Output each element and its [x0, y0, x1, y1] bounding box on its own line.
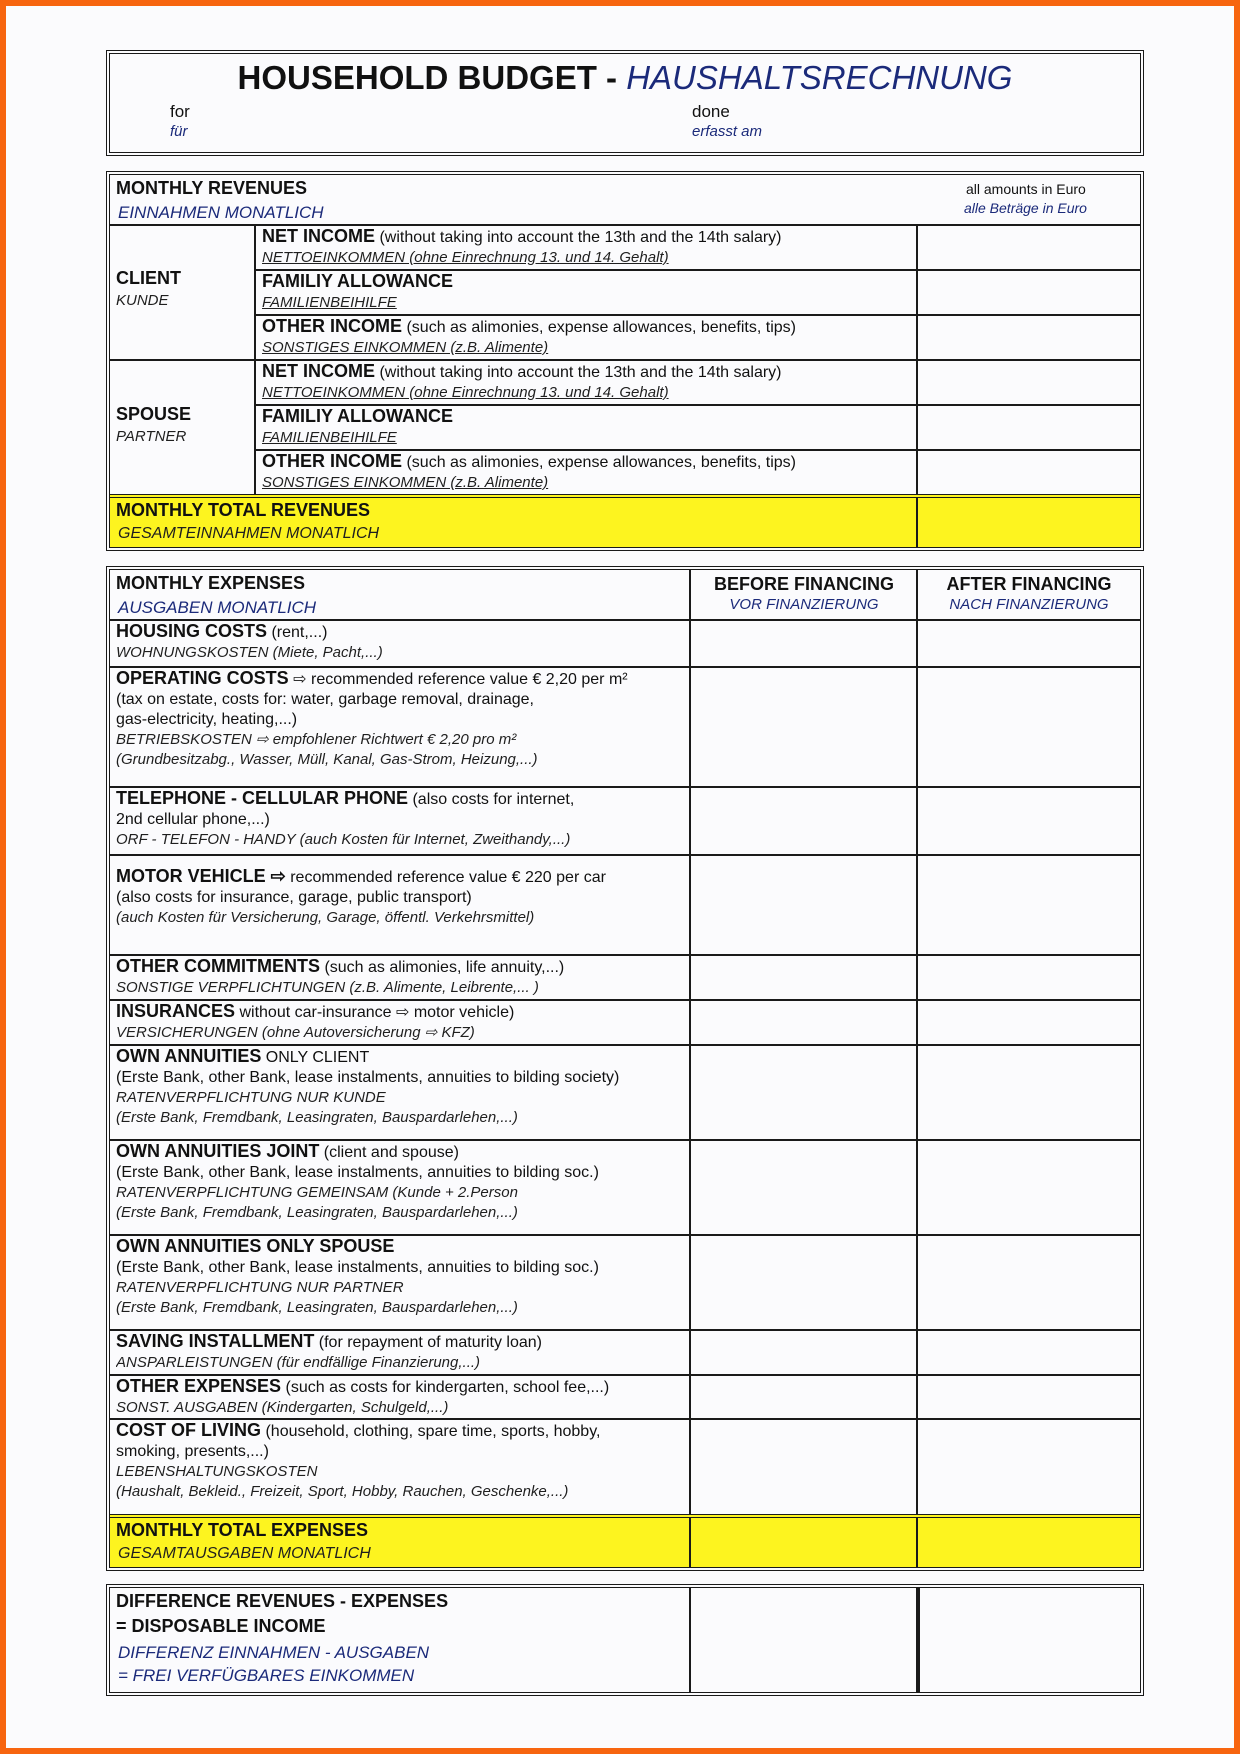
- expense-row: [116, 1046, 688, 1139]
- expense-row: [116, 856, 688, 954]
- revenue-row-de: NETTOEINKOMMEN (ohne Einrechnung 13. und 14. Gehalt): [262, 384, 669, 401]
- difference-label-1: DIFFERENCE REVENUES - EXPENSES: [116, 1591, 449, 1611]
- expense-before-amount-input[interactable]: [691, 668, 916, 786]
- expense-row-line: 2nd cellular phone,...): [116, 811, 270, 828]
- expense-row-de: RATENVERPFLICHTUNG NUR PARTNER: [116, 1279, 404, 1296]
- expense-row-note: (such as costs for kindergarten, school fee,...): [281, 1379, 610, 1396]
- expense-row-note: without car-insurance ⇨ motor vehicle): [235, 1004, 515, 1021]
- revenue-row-de: SONSTIGES EINKOMMEN (z.B. Alimente): [262, 474, 549, 491]
- expense-row-de: VERSICHERUNGEN (ohne Autoversicherung ⇨ KFZ): [116, 1024, 475, 1041]
- disposable-income-before-amount[interactable]: [691, 1588, 916, 1692]
- col-before-label: BEFORE FINANCING: [714, 574, 894, 594]
- revenue-row: [256, 451, 916, 494]
- expense-row-de: (Haushalt, Bekleid., Freizeit, Sport, Hobby, Rauchen, Geschenke,...): [116, 1483, 569, 1500]
- expense-row: [116, 956, 688, 999]
- header-box: [106, 50, 1144, 156]
- disposable-income-after-amount[interactable]: [922, 1588, 1140, 1692]
- expense-before-amount-input[interactable]: [691, 1001, 916, 1044]
- expense-before-amount-input[interactable]: [691, 1420, 916, 1514]
- expense-row-note: ⇨ recommended reference value € 2,20 per m²: [288, 671, 628, 688]
- expense-row: [116, 668, 688, 786]
- revenue-row: [256, 226, 916, 269]
- for-input[interactable]: [220, 102, 620, 142]
- expense-after-amount-input[interactable]: [918, 1141, 1140, 1234]
- total-expenses-label: MONTHLY TOTAL EXPENSES: [116, 1520, 369, 1540]
- expense-row-de: LEBENSHALTUNGSKOSTEN: [116, 1463, 318, 1480]
- expense-row-title: TELEPHONE - CELLULAR PHONE: [116, 788, 409, 808]
- expense-after-amount-input[interactable]: [918, 1236, 1140, 1329]
- revenue-amount-input[interactable]: [918, 406, 1140, 449]
- revenues-title: MONTHLY REVENUES: [116, 178, 308, 198]
- client-label-de: KUNDE: [116, 292, 169, 309]
- expense-row-de: SONST. AUSGABEN (Kindergarten, Schulgeld,...): [116, 1399, 449, 1416]
- expense-row-de: (Grundbesitzabg., Wasser, Müll, Kanal, Gas-Strom, Heizung,...): [116, 751, 538, 768]
- revenue-row-note: (such as alimonies, expense allowances, benefits, tips): [402, 319, 796, 336]
- expense-row: [116, 1420, 688, 1514]
- revenue-amount-input[interactable]: [918, 271, 1140, 314]
- col-after-label-de: NACH FINANZIERUNG: [949, 596, 1109, 613]
- expense-before-amount-input[interactable]: [691, 1376, 916, 1418]
- expense-before-amount-input[interactable]: [691, 621, 916, 666]
- expense-row: [116, 1376, 688, 1418]
- total-revenues-row: [110, 494, 1140, 547]
- expense-row-title: OWN ANNUITIES JOINT: [116, 1141, 320, 1161]
- revenue-row-title: NET INCOME: [262, 226, 376, 246]
- revenue-row: [256, 271, 916, 314]
- expense-after-amount-input[interactable]: [918, 1331, 1140, 1374]
- revenue-amount-input[interactable]: [918, 361, 1140, 404]
- page-title: [110, 58, 1140, 98]
- revenue-row-title: NET INCOME: [262, 361, 376, 381]
- expense-before-amount-input[interactable]: [691, 1331, 916, 1374]
- revenue-row-title: FAMILIY ALLOWANCE: [262, 271, 453, 291]
- revenue-row-note: (such as alimonies, expense allowances, benefits, tips): [402, 454, 796, 471]
- expense-row-de: (Erste Bank, Fremdbank, Leasingraten, Bauspardarlehen,...): [116, 1204, 518, 1221]
- expense-row-note: (also costs for internet,: [408, 791, 575, 808]
- title-en: HOUSEHOLD BUDGET -: [237, 59, 618, 96]
- revenue-row-de: NETTOEINKOMMEN (ohne Einrechnung 13. und 14. Gehalt): [262, 249, 669, 266]
- expense-row-de: RATENVERPFLICHTUNG GEMEINSAM (Kunde + 2.Person: [116, 1184, 518, 1201]
- done-input[interactable]: [810, 102, 1130, 142]
- expense-row-de: ORF - TELEFON - HANDY (auch Kosten für Internet, Zweithandy,...): [116, 831, 571, 848]
- expense-row-de: WOHNUNGSKOSTEN (Miete, Pacht,...): [116, 644, 383, 661]
- done-label: done: [692, 102, 730, 121]
- expense-before-amount-input[interactable]: [691, 1141, 916, 1234]
- revenue-amount-input[interactable]: [918, 226, 1140, 269]
- revenue-row-title: FAMILIY ALLOWANCE: [262, 406, 453, 426]
- expense-row-note: (rent,...): [267, 624, 328, 641]
- expense-row-note: (client and spouse): [319, 1144, 459, 1161]
- col-after-label: AFTER FINANCING: [946, 574, 1112, 594]
- currency-note-en: all amounts in Euro: [966, 181, 1086, 197]
- expense-row-title: HOUSING COSTS: [116, 621, 268, 641]
- difference-section: [106, 1584, 1144, 1696]
- total-expenses-after-amount[interactable]: [918, 1518, 1140, 1567]
- revenue-amount-input[interactable]: [918, 316, 1140, 359]
- expense-row-de: ANSPARLEISTUNGEN (für endfällige Finanzierung,...): [116, 1354, 481, 1371]
- revenue-row: [256, 316, 916, 359]
- expense-row-line: (Erste Bank, other Bank, lease instalments, annuities to bilding society): [116, 1069, 620, 1086]
- expense-row-title: OWN ANNUITIES ONLY SPOUSE: [116, 1236, 395, 1256]
- expense-after-amount-input[interactable]: [918, 956, 1140, 999]
- currency-note-de: alle Beträge in Euro: [964, 200, 1087, 216]
- expense-row: [116, 621, 688, 666]
- expense-row-de: SONSTIGE VERPFLICHTUNGEN (z.B. Alimente, Leibrente,... ): [116, 979, 539, 996]
- revenue-amount-input[interactable]: [918, 451, 1140, 494]
- difference-label-2: = DISPOSABLE INCOME: [116, 1616, 326, 1636]
- expenses-title-de: AUSGABEN MONATLICH: [118, 598, 317, 617]
- revenue-row: [256, 406, 916, 449]
- expense-row-title: OTHER EXPENSES: [116, 1376, 282, 1396]
- expenses-title: MONTHLY EXPENSES: [116, 573, 306, 593]
- total-revenues-label: MONTHLY TOTAL REVENUES: [116, 500, 371, 520]
- client-label: CLIENT: [116, 268, 181, 288]
- difference-label-de-2: = FREI VERFÜGBARES EINKOMMEN: [118, 1666, 415, 1685]
- expense-row-line: (tax on estate, costs for: water, garbage removal, drainage,: [116, 691, 534, 708]
- revenue-row-note: (without taking into account the 13th and the 14th salary): [375, 364, 782, 381]
- expense-row-de: (Erste Bank, Fremdbank, Leasingraten, Bauspardarlehen,...): [116, 1109, 518, 1126]
- expense-row-de: (auch Kosten für Versicherung, Garage, öffentl. Verkehrsmittel): [116, 909, 535, 926]
- col-before-label-de: VOR FINANZIERUNG: [729, 596, 879, 613]
- total-revenues-label-de: GESAMTEINNAHMEN MONATLICH: [118, 525, 380, 542]
- expense-row-line: smoking, presents,...): [116, 1443, 269, 1460]
- expense-row-title: OWN ANNUITIES: [116, 1046, 262, 1066]
- expense-row-line: (also costs for insurance, garage, public transport): [116, 889, 472, 906]
- revenue-row-de: FAMILIENBEIHILFE: [262, 429, 397, 446]
- revenue-row-de: SONSTIGES EINKOMMEN (z.B. Alimente): [262, 339, 549, 356]
- col-after-header: [918, 574, 1140, 615]
- expense-row-title: OTHER COMMITMENTS: [116, 956, 320, 976]
- expense-row: [116, 788, 688, 854]
- expense-row-de: (Erste Bank, Fremdbank, Leasingraten, Bauspardarlehen,...): [116, 1299, 518, 1316]
- for-label: for: [170, 102, 190, 121]
- expense-row: [116, 1331, 688, 1374]
- expenses-section: [106, 566, 1144, 1571]
- expense-row-title: OPERATING COSTS: [116, 668, 289, 688]
- expense-after-amount-input[interactable]: [918, 1001, 1140, 1044]
- expense-row-title: SAVING INSTALLMENT: [116, 1331, 315, 1351]
- expense-after-amount-input[interactable]: [918, 1376, 1140, 1418]
- expense-row-note: (household, clothing, spare time, sports, hobby,: [261, 1423, 601, 1440]
- revenue-row-de: FAMILIENBEIHILFE: [262, 294, 397, 311]
- expense-row-note: (such as alimonies, life annuity,...): [320, 959, 565, 976]
- revenue-row-title: OTHER INCOME: [262, 316, 403, 336]
- expense-after-amount-input[interactable]: [918, 788, 1140, 854]
- total-revenues-amount[interactable]: [918, 498, 1140, 547]
- expense-after-amount-input[interactable]: [918, 668, 1140, 786]
- title-de: HAUSHALTSRECHNUNG: [626, 59, 1013, 96]
- expense-before-amount-input[interactable]: [691, 788, 916, 854]
- expense-row-note: (for repayment of maturity loan): [314, 1334, 542, 1351]
- revenue-row-note: (without taking into account the 13th and the 14th salary): [375, 229, 782, 246]
- expense-row-note: recommended reference value € 220 per car: [285, 869, 606, 886]
- total-expenses-row: [110, 1514, 1140, 1567]
- expense-row: [116, 1001, 688, 1044]
- expense-after-amount-input[interactable]: [918, 1420, 1140, 1514]
- revenue-row: [256, 361, 916, 404]
- expense-after-amount-input[interactable]: [918, 1046, 1140, 1139]
- for-label-de: für: [170, 123, 188, 140]
- expense-row-title: COST OF LIVING: [116, 1420, 262, 1440]
- expense-row-de: RATENVERPFLICHTUNG NUR KUNDE: [116, 1089, 386, 1106]
- spouse-label-de: PARTNER: [116, 428, 187, 445]
- divider: [916, 1588, 920, 1692]
- expense-after-amount-input[interactable]: [918, 856, 1140, 954]
- revenues-section: [106, 171, 1144, 551]
- total-expenses-before-amount[interactable]: [691, 1518, 916, 1567]
- expense-row-de: BETRIEBSKOSTEN ⇨ empfohlener Richtwert € 2,20 pro m²: [116, 731, 517, 748]
- difference-label-de-1: DIFFERENZ EINNAHMEN - AUSGABEN: [118, 1643, 430, 1662]
- expense-before-amount-input[interactable]: [691, 1236, 916, 1329]
- expense-after-amount-input[interactable]: [918, 621, 1140, 666]
- revenue-row-title: OTHER INCOME: [262, 451, 403, 471]
- expense-row: [116, 1141, 688, 1234]
- expense-row-line: (Erste Bank, other Bank, lease instalments, annuities to bilding soc.): [116, 1164, 599, 1181]
- expense-before-amount-input[interactable]: [691, 1046, 916, 1139]
- expense-row: [116, 1236, 688, 1329]
- col-before-header: [691, 574, 917, 615]
- expense-row-title: INSURANCES: [116, 1001, 236, 1021]
- spouse-label: SPOUSE: [116, 404, 192, 424]
- expense-row-line: gas-electricity, heating,...): [116, 711, 298, 728]
- expense-row-note: ONLY CLIENT: [261, 1049, 370, 1066]
- expense-before-amount-input[interactable]: [691, 956, 916, 999]
- total-expenses-label-de: GESAMTAUSGABEN MONATLICH: [118, 1545, 371, 1562]
- done-label-de: erfasst am: [692, 123, 763, 140]
- expense-row-title: MOTOR VEHICLE ⇨: [116, 866, 286, 886]
- revenues-title-de: EINNAHMEN MONATLICH: [118, 203, 324, 222]
- expense-before-amount-input[interactable]: [691, 856, 916, 954]
- expense-row-line: (Erste Bank, other Bank, lease instalments, annuities to bilding soc.): [116, 1259, 599, 1276]
